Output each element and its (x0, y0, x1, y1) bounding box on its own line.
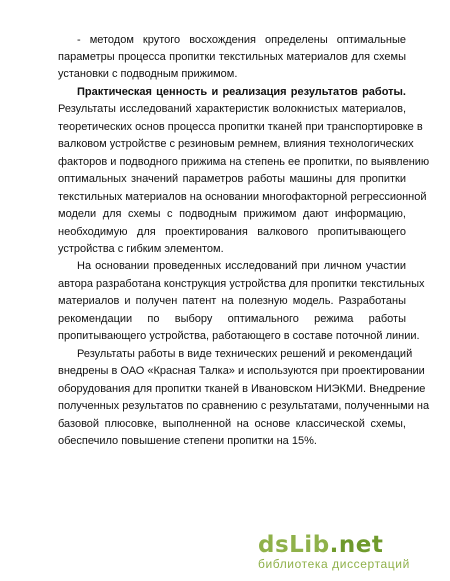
text-line: теоретических основ процесса пропитки тканей при транспортировке в (58, 121, 423, 133)
text-line: устройства с гибким элементом. (58, 243, 224, 255)
text-line: текстильных материалов на основании многофакторной регрессионной (58, 191, 427, 203)
text-line: Результаты исследований характеристик волокнистых материалов, (58, 103, 406, 115)
text-line: пропитывающего устройства, работающего в составе поточной линии. (58, 330, 420, 342)
text-line: оборудования для пропитки тканей в Ивановском НИЭКМИ. Внедрение (58, 383, 426, 395)
text-line: оптимальных значений параметров работы машины для пропитки (58, 173, 406, 185)
section-heading: Практическая ценность и реализация результатов работы. (77, 86, 406, 98)
logo-text-main: dsLib (258, 532, 330, 558)
logo-text-domain: .net (329, 532, 384, 558)
watermark-tagline: библиотека диссертаций (258, 557, 410, 571)
text-line: - методом крутого восхождения определены оптимальные (77, 34, 406, 46)
text-line: внедрены в ОАО «Красная Талка» и используются при проектировании (58, 365, 425, 377)
text-line: параметры процесса пропитки текстильных материалов для схемы (58, 51, 406, 63)
text-line: факторов и подводного прижима на степень ее пропитки, по выявлению (58, 156, 430, 168)
text-line: полученных результатов по сравнению с результатами, полученными на (58, 400, 430, 412)
text-line: установки с подводным прижимом. (58, 68, 238, 80)
text-line: рекомендации по выбору оптимального режима работы (58, 313, 406, 325)
dslib-logo (258, 533, 428, 557)
text-line: Результаты работы в виде технических решений и рекомендаций (77, 348, 413, 360)
text-line: базовой плюсовке, выполненной на основе классической схемы, (58, 418, 406, 430)
text-line: модели для схемы с подводным прижимом дают информацию, (58, 208, 406, 220)
text-line: необходимую для проектирования валкового пропитывающего (58, 226, 406, 238)
text-line: материалов и получен патент на полезную модель. Разработаны (58, 295, 406, 307)
text-line: На основании проведенных исследований при личном участии (77, 260, 406, 272)
text-line: валковом устройстве с резиновым ремнем, влияния технологических (58, 138, 414, 150)
text-line: обеспечило повышение степени пропитки на 15%. (58, 435, 317, 447)
text-line: автора разработана конструкция устройства для пропитки текстильных (58, 278, 425, 290)
dslib-watermark (258, 533, 428, 571)
